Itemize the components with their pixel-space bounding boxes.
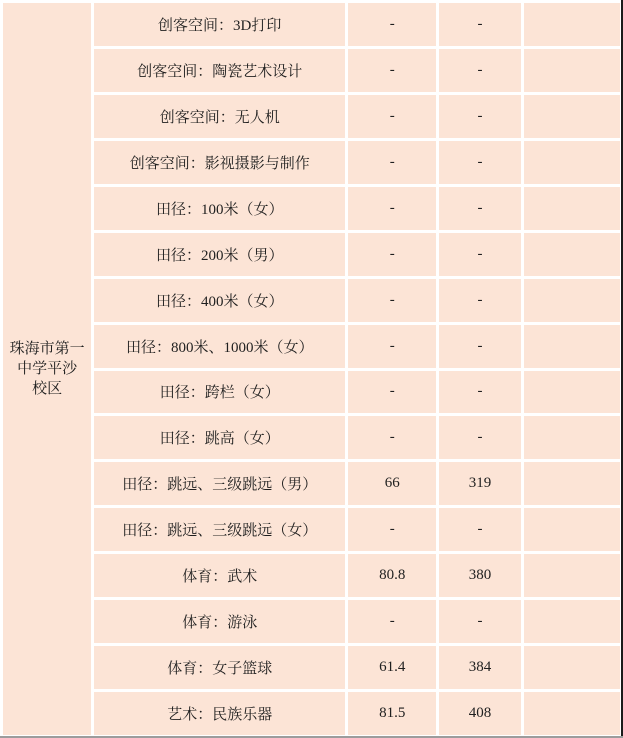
empty-cell xyxy=(524,554,620,597)
program-cell: 体育：游泳 xyxy=(94,600,345,643)
rank-cell: 380 xyxy=(439,554,520,597)
program-cell: 田径：跳远、三级跳远（女） xyxy=(94,508,345,551)
table-row xyxy=(3,692,620,735)
rank-cell: - xyxy=(439,49,520,92)
score-cell: 66 xyxy=(348,462,436,505)
score-cell: 80.8 xyxy=(348,554,436,597)
program-cell: 田径：200米（男） xyxy=(94,233,345,276)
empty-cell xyxy=(524,646,620,689)
table-row xyxy=(3,187,620,230)
table-row xyxy=(3,554,620,597)
table-row xyxy=(3,508,620,551)
table-row xyxy=(3,416,620,459)
score-cell: - xyxy=(348,233,436,276)
program-cell: 艺术：民族乐器 xyxy=(94,692,345,735)
rank-cell: 319 xyxy=(439,462,520,505)
table-body xyxy=(3,3,620,735)
score-cell: - xyxy=(348,508,436,551)
empty-cell xyxy=(524,187,620,230)
rank-cell: - xyxy=(439,279,520,322)
table-row xyxy=(3,3,620,46)
empty-cell xyxy=(524,325,620,368)
score-cell: - xyxy=(348,49,436,92)
school-name-line: 中学平沙 xyxy=(17,361,78,377)
table-row xyxy=(3,49,620,92)
score-cell: - xyxy=(348,279,436,322)
program-cell: 创客空间：陶瓷艺术设计 xyxy=(94,49,345,92)
rank-cell: - xyxy=(439,233,520,276)
table-row xyxy=(3,233,620,276)
rank-cell: - xyxy=(439,3,520,46)
table-row xyxy=(3,141,620,184)
rank-cell: - xyxy=(439,141,520,184)
score-cell: - xyxy=(348,187,436,230)
school-name-line: 校区 xyxy=(32,381,63,397)
empty-cell xyxy=(524,49,620,92)
score-cell: - xyxy=(348,325,436,368)
program-cell: 田径：跳高（女） xyxy=(94,416,345,459)
school-name-line: 珠海市第一 xyxy=(9,341,85,357)
program-cell: 创客空间：无人机 xyxy=(94,95,345,138)
empty-cell xyxy=(524,692,620,735)
score-cell: - xyxy=(348,3,436,46)
empty-cell xyxy=(524,233,620,276)
table-row xyxy=(3,279,620,322)
empty-cell xyxy=(524,95,620,138)
empty-cell xyxy=(524,371,620,414)
empty-cell xyxy=(524,508,620,551)
score-cell: - xyxy=(348,141,436,184)
program-cell: 田径：跳远、三级跳远（男） xyxy=(94,462,345,505)
program-cell: 创客空间：3D打印 xyxy=(94,3,345,46)
empty-cell xyxy=(524,279,620,322)
rank-cell: 408 xyxy=(439,692,520,735)
rank-cell: - xyxy=(439,508,520,551)
rank-cell: - xyxy=(439,600,520,643)
empty-cell xyxy=(524,462,620,505)
program-cell: 体育：武术 xyxy=(94,554,345,597)
program-cell: 田径：800米、1000米（女） xyxy=(94,325,345,368)
empty-cell xyxy=(524,600,620,643)
score-cell: - xyxy=(348,95,436,138)
rank-cell: - xyxy=(439,187,520,230)
table-row xyxy=(3,371,620,414)
rank-cell: - xyxy=(439,95,520,138)
table-row xyxy=(3,95,620,138)
table-row xyxy=(3,462,620,505)
program-cell: 体育：女子篮球 xyxy=(94,646,345,689)
empty-cell xyxy=(524,416,620,459)
rank-cell: - xyxy=(439,325,520,368)
table-row xyxy=(3,600,620,643)
table-row xyxy=(3,646,620,689)
rank-cell: 384 xyxy=(439,646,520,689)
program-cell: 田径：跨栏（女） xyxy=(94,371,345,414)
program-cell: 创客空间：影视摄影与制作 xyxy=(94,141,345,184)
school-name-cell xyxy=(3,3,91,735)
score-cell: - xyxy=(348,600,436,643)
score-cell: 61.4 xyxy=(348,646,436,689)
empty-cell xyxy=(524,3,620,46)
program-cell: 田径：400米（女） xyxy=(94,279,345,322)
program-cell: 田径：100米（女） xyxy=(94,187,345,230)
score-cell: 81.5 xyxy=(348,692,436,735)
score-cell: - xyxy=(348,371,436,414)
table-row xyxy=(3,325,620,368)
empty-cell xyxy=(524,141,620,184)
score-cell: - xyxy=(348,416,436,459)
rank-cell: - xyxy=(439,371,520,414)
rank-cell: - xyxy=(439,416,520,459)
